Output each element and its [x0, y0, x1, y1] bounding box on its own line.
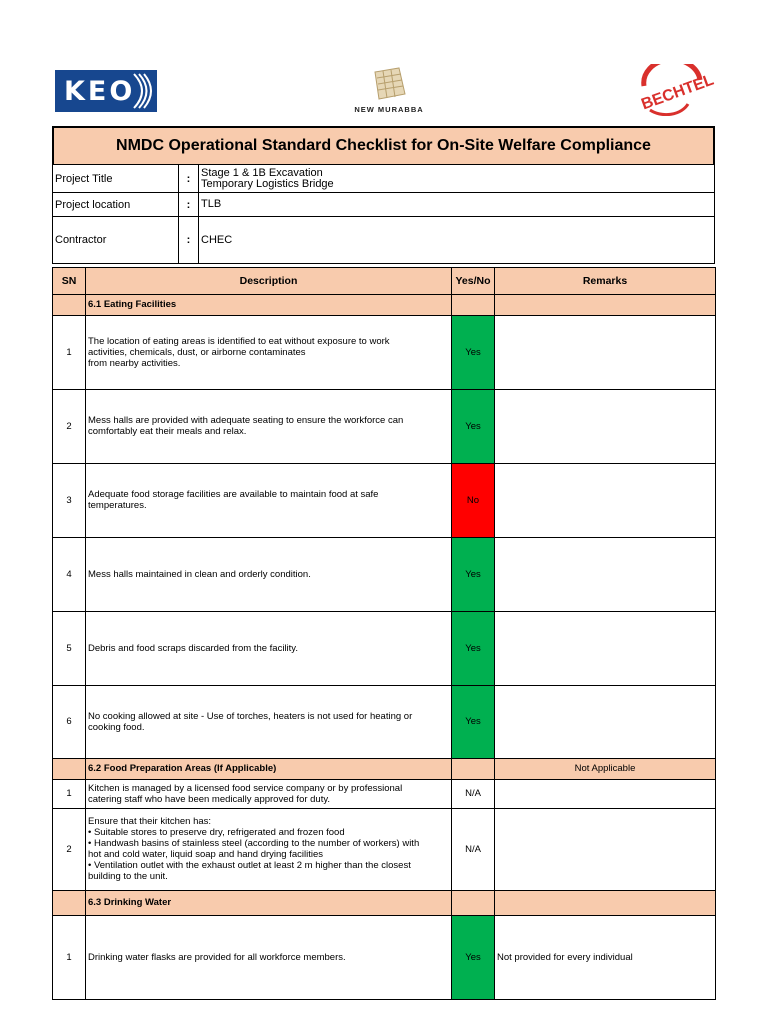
row-description: Mess halls are provided with adequate seating to ensure the workforce can comfortably eat their meals and relax.: [86, 389, 452, 463]
project-location-row: [53, 193, 714, 217]
row-description: Debris and food scraps discarded from the facility.: [86, 611, 452, 685]
row-sn: 1: [53, 779, 86, 808]
project-title-line-1: Stage 1 & 1B Excavation: [201, 166, 323, 179]
row-remarks: [495, 389, 716, 463]
row-remarks: [495, 537, 716, 611]
table-row: [53, 779, 716, 808]
row-remarks: [495, 808, 716, 890]
row-answer: Yes: [452, 915, 495, 999]
row-sn: 1: [53, 315, 86, 389]
row-sn: 3: [53, 463, 86, 537]
row-remarks: Not provided for every individual: [495, 915, 716, 999]
colon: :: [179, 165, 199, 192]
row-description: Drinking water flasks are provided for all workforce members.: [86, 915, 452, 999]
table-row: [53, 611, 716, 685]
row-remarks: [495, 463, 716, 537]
row-answer: No: [452, 463, 495, 537]
section-label: 6.1 Eating Facilities: [86, 294, 452, 315]
new-murabba-logo: [345, 66, 433, 120]
row-description: Mess halls maintained in clean and orderly condition.: [86, 537, 452, 611]
contractor-value: CHEC: [201, 233, 233, 246]
table-row: [53, 915, 716, 999]
checklist-title-bar: [52, 126, 715, 165]
project-location-value: TLB: [201, 198, 222, 210]
section-label: 6.3 Drinking Water: [86, 890, 452, 915]
colon: :: [179, 193, 199, 216]
row-sn: 1: [53, 915, 86, 999]
section-remark: Not Applicable: [495, 758, 716, 779]
section-eating-facilities: [53, 294, 716, 315]
checklist-title: NMDC Operational Standard Checklist for On-Site Welfare Compliance: [116, 137, 651, 154]
checklist-sheet: [52, 126, 715, 1000]
row-remarks: [495, 315, 716, 389]
table-row: [53, 685, 716, 758]
table-row: [53, 389, 716, 463]
contractor-label: Contractor: [53, 217, 179, 263]
row-answer: Yes: [452, 537, 495, 611]
section-label: 6.2 Food Preparation Areas (If Applicable): [86, 758, 452, 779]
row-sn: 2: [53, 808, 86, 890]
row-description: The location of eating areas is identified to eat without exposure to work activities, chemicals, dust, or airborne contaminates from nearby activities.: [86, 315, 452, 389]
row-answer: Yes: [452, 315, 495, 389]
row-sn: 2: [53, 389, 86, 463]
row-answer: Yes: [452, 611, 495, 685]
row-description: Kitchen is managed by a licensed food service company or by professional catering staff who have been medically approved for duty.: [86, 779, 452, 808]
section-food-preparation: [53, 758, 716, 779]
checklist-table: [52, 264, 716, 1000]
section-drinking-water: [53, 890, 716, 915]
header-description: Description: [86, 267, 452, 294]
bechtel-logo: [630, 64, 717, 116]
row-answer: Yes: [452, 685, 495, 758]
project-title-value: [199, 165, 714, 192]
project-location-label: Project location: [53, 193, 179, 216]
row-sn: 4: [53, 537, 86, 611]
project-info: [52, 165, 715, 264]
project-title-label: Project Title: [53, 165, 179, 192]
row-description: Ensure that their kitchen has: • Suitable stores to preserve dry, refrigerated and frozen food • Handwash basins of stainless steel (according to the number of workers) with hot and cold water, liquid soap and hand drying facilities • Ventilation outlet with the exhaust outlet at least 2 m higher than the closest building to the unit.: [86, 808, 452, 890]
row-sn: 5: [53, 611, 86, 685]
keo-logo-text: KEO: [64, 75, 136, 107]
table-row: [53, 808, 716, 890]
contractor-row: [53, 217, 714, 264]
project-title-row: [53, 165, 714, 193]
table-row: [53, 315, 716, 389]
keo-logo: [55, 70, 157, 112]
row-answer: N/A: [452, 808, 495, 890]
table-row: [53, 463, 716, 537]
header-sn: SN: [53, 267, 86, 294]
new-murabba-caption: NEW MURABBA: [354, 105, 424, 114]
keo-swoosh-icon: [132, 72, 154, 110]
row-description: No cooking allowed at site - Use of torches, heaters is not used for heating or cooking food.: [86, 685, 452, 758]
table-header: [53, 267, 716, 294]
new-murabba-mark-icon: [369, 66, 409, 102]
project-title-line-2: Temporary Logistics Bridge: [201, 177, 334, 190]
row-sn: 6: [53, 685, 86, 758]
header-yesno: Yes/No: [452, 267, 495, 294]
row-answer: Yes: [452, 389, 495, 463]
row-description: Adequate food storage facilities are available to maintain food at safe temperatures.: [86, 463, 452, 537]
row-remarks: [495, 685, 716, 758]
row-answer: N/A: [452, 779, 495, 808]
bechtel-logo-text: BECHTEL: [639, 71, 717, 114]
row-remarks: [495, 779, 716, 808]
colon: :: [179, 217, 199, 263]
table-row: [53, 537, 716, 611]
row-remarks: [495, 611, 716, 685]
header-remarks: Remarks: [495, 267, 716, 294]
